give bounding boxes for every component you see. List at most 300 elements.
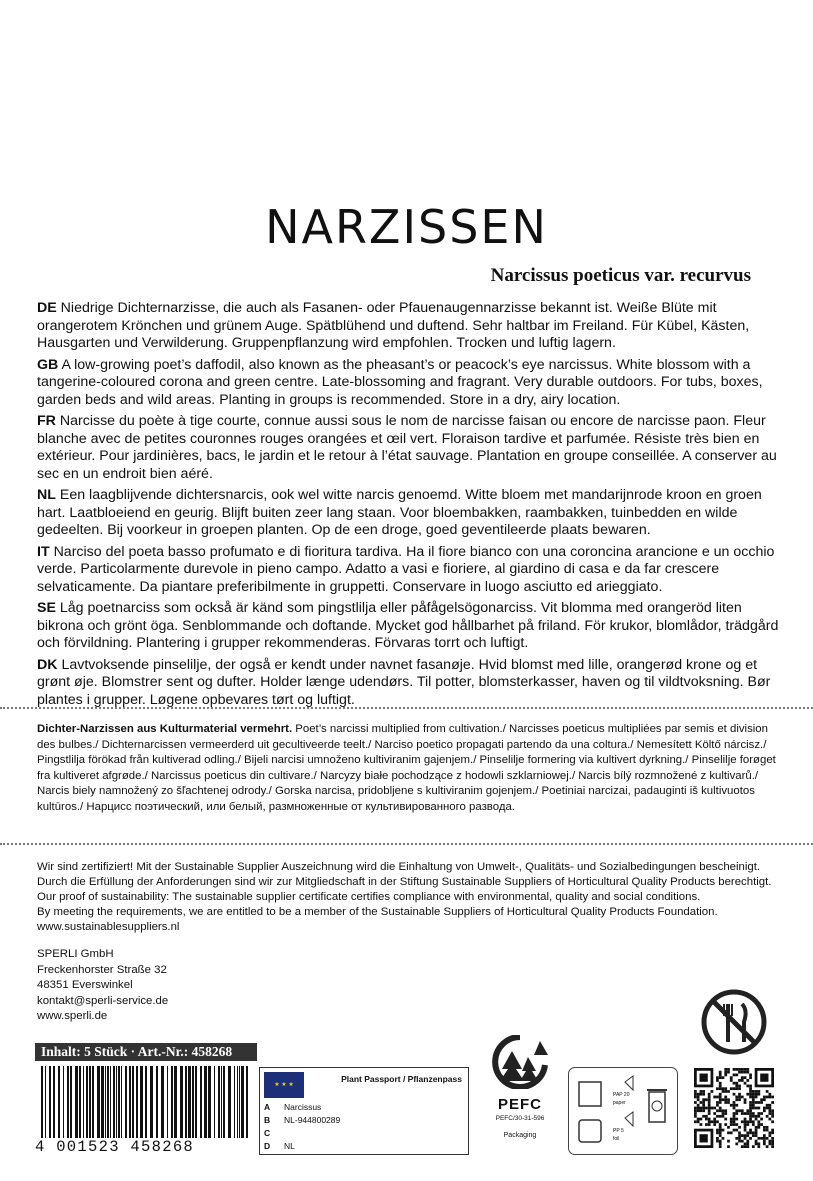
qr-module bbox=[700, 1090, 703, 1093]
pefc-name: PEFC bbox=[497, 1096, 542, 1113]
qr-module bbox=[702, 1104, 705, 1107]
qr-module bbox=[752, 1145, 755, 1148]
barcode-digits: 4 001523 458268 bbox=[35, 1138, 257, 1156]
barcode-bar bbox=[195, 1066, 197, 1138]
qr-module bbox=[697, 1109, 700, 1112]
qr-module bbox=[716, 1096, 719, 1099]
qr-module bbox=[716, 1137, 719, 1140]
qr-module bbox=[697, 1107, 700, 1110]
barcode-bar bbox=[83, 1066, 84, 1138]
qr-module bbox=[741, 1120, 744, 1123]
qr-module bbox=[738, 1068, 741, 1071]
qr-module bbox=[727, 1131, 730, 1134]
qr-module bbox=[746, 1071, 749, 1074]
barcode-bar bbox=[223, 1066, 225, 1138]
qr-module bbox=[757, 1115, 760, 1118]
qr-module bbox=[760, 1101, 763, 1104]
barcode-bar bbox=[246, 1066, 248, 1138]
qr-module bbox=[700, 1101, 703, 1104]
qr-module bbox=[724, 1090, 727, 1093]
qr-module bbox=[744, 1101, 747, 1104]
qr-module bbox=[716, 1120, 719, 1123]
qr-module bbox=[749, 1115, 752, 1118]
qr-module bbox=[746, 1079, 749, 1082]
qr-module bbox=[719, 1093, 722, 1096]
qr-module bbox=[708, 1096, 711, 1099]
contents-label: Inhalt: 5 Stück · Art.-Nr.: 458268 bbox=[35, 1043, 257, 1061]
qr-module bbox=[735, 1082, 738, 1085]
barcode-bar bbox=[97, 1066, 100, 1138]
qr-module bbox=[763, 1096, 766, 1099]
qr-module bbox=[744, 1071, 747, 1074]
qr-module bbox=[744, 1134, 747, 1137]
qr-module bbox=[766, 1096, 769, 1099]
qr-module bbox=[735, 1098, 738, 1101]
barcode-bar bbox=[161, 1066, 164, 1138]
qr-module bbox=[749, 1085, 752, 1088]
barcode-bar bbox=[49, 1066, 51, 1138]
qr-module bbox=[733, 1107, 736, 1110]
qr-module bbox=[724, 1112, 727, 1115]
qr-module bbox=[755, 1096, 758, 1099]
barcode-bar bbox=[228, 1066, 231, 1138]
qr-module bbox=[738, 1098, 741, 1101]
qr-module bbox=[746, 1145, 749, 1148]
qr-module bbox=[752, 1120, 755, 1123]
barcode-bar bbox=[185, 1066, 187, 1138]
qr-finder bbox=[700, 1134, 708, 1142]
qr-module bbox=[730, 1076, 733, 1079]
qr-module bbox=[702, 1098, 705, 1101]
eu-flag-icon: ★ ★ ★ bbox=[264, 1072, 304, 1098]
qr-module bbox=[708, 1093, 711, 1096]
foil-code: PP 5 bbox=[613, 1128, 624, 1134]
qr-module bbox=[733, 1118, 736, 1121]
qr-module bbox=[730, 1118, 733, 1121]
qr-module bbox=[727, 1098, 730, 1101]
qr-module bbox=[735, 1137, 738, 1140]
qr-module bbox=[705, 1115, 708, 1118]
qr-module bbox=[700, 1093, 703, 1096]
qr-module bbox=[708, 1118, 711, 1121]
qr-module bbox=[741, 1076, 744, 1079]
qr-module bbox=[749, 1093, 752, 1096]
qr-module bbox=[757, 1090, 760, 1093]
description-de: DE Niedrige Dichternarzisse, die auch als Fasanen- oder Pfauenaugennarzisse bekannt ist. Weiße Blüte mit orangerotem Krönchen und grünem Auge. Spätblühend und duftend. Sehr haltbar im Freiland. Für Kübel, Kästen, Hausgarten und Verwilderung. Gruppenpflanzung wird empfohlen. Trocken und luftig lagern. bbox=[37, 300, 750, 351]
qr-module bbox=[755, 1140, 758, 1143]
barcode-bar bbox=[45, 1066, 46, 1138]
qr-module bbox=[697, 1093, 700, 1096]
qr-module bbox=[760, 1098, 763, 1101]
product-title: NARZISSEN bbox=[265, 200, 548, 254]
qr-module bbox=[752, 1096, 755, 1099]
pefc-code: PEFC/30-31-596 bbox=[495, 1115, 545, 1122]
barcode-bar bbox=[150, 1066, 153, 1138]
qr-module bbox=[752, 1101, 755, 1104]
qr-module bbox=[746, 1142, 749, 1145]
qr-module bbox=[722, 1109, 725, 1112]
qr-module bbox=[735, 1087, 738, 1090]
qr-module bbox=[700, 1118, 703, 1121]
qr-module bbox=[766, 1145, 769, 1148]
qr-module bbox=[768, 1112, 771, 1115]
qr-module bbox=[716, 1079, 719, 1082]
qr-module bbox=[744, 1112, 747, 1115]
qr-module bbox=[735, 1096, 738, 1099]
qr-module bbox=[752, 1123, 755, 1126]
qr-module bbox=[719, 1142, 722, 1145]
qr-module bbox=[735, 1085, 738, 1088]
qr-module bbox=[763, 1098, 766, 1101]
passport-row: C bbox=[264, 1128, 271, 1138]
qr-module bbox=[713, 1096, 716, 1099]
qr-module bbox=[738, 1109, 741, 1112]
qr-module bbox=[694, 1093, 697, 1096]
qr-module bbox=[741, 1068, 744, 1071]
divider bbox=[0, 707, 813, 709]
qr-module bbox=[752, 1131, 755, 1134]
origin-note: Dichter-Narzissen aus Kulturmaterial vermehrt. Poet’s narcissi multiplied from cultivation./ Narcisses poeticus multipliées par semis et division des bulbes./ Dichternarcissen vermeerderd uit gecultiveerde teelt./ Narciso poetico propagati partendo da una coltura./ Nemesített Költő nárcisz./ Pingstlilja förökad från kultiverad odling./ Bijeli narcisi umnoženo kultiviranim gajenjem./ Pinselilje formering via kultivert dyrkning./ Pinselilje forøget fra kultiveret afgrøde./ Narcissus poeticus din cultivare./ Narcyzy białe pochodzące z hodowli szklarniowej./ Narcis bílý rozmnožené z kultivarů./ Narcis biely namnožený zo šľachtenej odrody./ Gorska narcisa, pridobljene s kultiviranim gojenjem./ Poetiniai narcizai, padauginti iš kultivuotos kultūros./ Нарцисс поэтический, или белый, размноженные от культивированного развода. bbox=[37, 723, 776, 813]
qr-module bbox=[738, 1079, 741, 1082]
paper-label: paper bbox=[613, 1100, 626, 1106]
barcode-bar bbox=[234, 1066, 235, 1138]
qr-module bbox=[771, 1145, 774, 1148]
qr-module bbox=[771, 1137, 774, 1140]
qr-module bbox=[766, 1115, 769, 1118]
qr-module bbox=[713, 1107, 716, 1110]
qr-module bbox=[719, 1115, 722, 1118]
qr-module bbox=[768, 1093, 771, 1096]
qr-module bbox=[760, 1112, 763, 1115]
qr-module bbox=[744, 1137, 747, 1140]
qr-module bbox=[735, 1142, 738, 1145]
qr-finder bbox=[760, 1074, 768, 1082]
qr-module bbox=[771, 1112, 774, 1115]
qr-module bbox=[755, 1126, 758, 1129]
qr-module bbox=[757, 1093, 760, 1096]
qr-module bbox=[741, 1134, 744, 1137]
qr-module bbox=[719, 1134, 722, 1137]
qr-module bbox=[771, 1101, 774, 1104]
qr-module bbox=[746, 1109, 749, 1112]
qr-module bbox=[738, 1071, 741, 1074]
qr-module bbox=[757, 1120, 760, 1123]
qr-module bbox=[700, 1123, 703, 1126]
pefc-logo bbox=[486, 1035, 554, 1155]
qr-module bbox=[694, 1096, 697, 1099]
qr-module bbox=[702, 1107, 705, 1110]
qr-module bbox=[749, 1107, 752, 1110]
qr-module bbox=[735, 1123, 738, 1126]
barcode-bar bbox=[113, 1066, 115, 1138]
pefc-tree-icon bbox=[490, 1035, 550, 1089]
qr-module bbox=[716, 1104, 719, 1107]
qr-module bbox=[755, 1107, 758, 1110]
qr-module bbox=[744, 1118, 747, 1121]
passport-row: D NL bbox=[264, 1141, 295, 1151]
qr-module bbox=[763, 1109, 766, 1112]
barcode-bar bbox=[132, 1066, 134, 1138]
qr-module bbox=[702, 1101, 705, 1104]
barcode-bar bbox=[221, 1066, 222, 1138]
qr-module bbox=[757, 1126, 760, 1129]
description-nl: NL Een laagblijvende dichtersnarcis, ook wel witte narcis genoemd. Witte bloem met mandarijnrode kroon en groen hart. Laatbloeiend en geurig. Blijft buiten zeer lang staan. Voor bloembakken, raambakken, tuinbedden en wilde gedeelten. Bij voorkeur in groepen planten. Op de een droge, goed geventileerde plaats bewaren. bbox=[37, 487, 762, 538]
qr-module bbox=[768, 1107, 771, 1110]
barcode-bar bbox=[239, 1066, 240, 1138]
qr-module bbox=[763, 1134, 766, 1137]
qr-module bbox=[771, 1140, 774, 1143]
qr-module bbox=[746, 1123, 749, 1126]
description-fr: FR Narcisse du poète à tige courte, connue aussi sous le nom de narcisse faisan ou encore de narcisse paon. Fleur blanche avec de petites couronnes rouges orangées et œil vert. Floraison tardive et parfumée. Résiste très bien en extérieur. Pour jardinières, bacs, le jardin et le retour à l’état sauvage. Plantation en groupe conseillée. A conserver au sec en un endroit bien aéré. bbox=[37, 413, 777, 482]
qr-module bbox=[744, 1068, 747, 1071]
barcode-bar bbox=[140, 1066, 143, 1138]
qr-module bbox=[724, 1074, 727, 1077]
description-dk: DK Lavtvoksende pinselilje, der også er kendt under navnet fasanøje. Hvid blomst med lille, orangerød krone og et grønt øje. Blomstrer sent og dufter. Holder længe udendørs. Til potter, blomsterkasser, haven og til vildtvoksning. Bør plantes i grupper. Løgene opbevares tørt og luftigt. bbox=[37, 656, 771, 708]
qr-module bbox=[760, 1137, 763, 1140]
qr-module bbox=[746, 1093, 749, 1096]
qr-module bbox=[697, 1120, 700, 1123]
qr-module bbox=[749, 1087, 752, 1090]
qr-module bbox=[768, 1096, 771, 1099]
qr-module bbox=[705, 1123, 708, 1126]
qr-module bbox=[735, 1104, 738, 1107]
qr-module bbox=[749, 1129, 752, 1132]
qr-module bbox=[741, 1145, 744, 1148]
qr-module bbox=[705, 1118, 708, 1121]
qr-module bbox=[708, 1107, 711, 1110]
qr-module bbox=[757, 1142, 760, 1145]
qr-module bbox=[757, 1123, 760, 1126]
qr-module bbox=[766, 1104, 769, 1107]
barcode-bar bbox=[180, 1066, 183, 1138]
qr-finder bbox=[700, 1074, 708, 1082]
description-gb: GB A low-growing poet’s daffodil, also known as the pheasant’s or peacock’s eye narcissus. White blossom with a tangerine-coloured corona and green centre. Late-blossoming and fragrant. Very durable outdoors. For tubs, boxes, garden beds and wild areas. Planting in groups is recommended. Store in a dry, airy location. bbox=[37, 356, 763, 408]
qr-module bbox=[708, 1109, 711, 1112]
contact-email[interactable]: kontakt@sperli-service.de bbox=[37, 994, 169, 1007]
certification-link[interactable]: www.sustainablesuppliers.nl bbox=[37, 921, 180, 933]
qr-module bbox=[727, 1101, 730, 1104]
barcode-bar bbox=[237, 1066, 238, 1138]
qr-module bbox=[716, 1087, 719, 1090]
qr-module bbox=[768, 1118, 771, 1121]
qr-module bbox=[733, 1093, 736, 1096]
qr-module bbox=[713, 1112, 716, 1115]
qr-module bbox=[724, 1101, 727, 1104]
passport-row: B NL-944800289 bbox=[264, 1115, 341, 1125]
qr-module bbox=[755, 1134, 758, 1137]
qr-module bbox=[741, 1079, 744, 1082]
qr-module bbox=[694, 1090, 697, 1093]
description-se: SE Låg poetnarciss som också är känd som pingstlilja eller påfågelsögonarciss. Vit blomma med orangeröd liten bikrona och grönt öga. Senblommande och doftande. Mycket god hållbarhet på friland. För krukor, blomlådor, trädgård och förvildning. Plantering i grupper rekommenderas. Förvaras torrt och luftigt. bbox=[37, 600, 779, 651]
qr-module bbox=[768, 1134, 771, 1137]
barcode-bar bbox=[129, 1066, 131, 1138]
qr-module bbox=[763, 1129, 766, 1132]
qr-module bbox=[694, 1101, 697, 1104]
qr-module bbox=[771, 1096, 774, 1099]
barcode-bar bbox=[241, 1066, 244, 1138]
barcode-bar bbox=[192, 1066, 194, 1138]
qr-module bbox=[755, 1093, 758, 1096]
qr-module bbox=[694, 1107, 697, 1110]
qr-module bbox=[771, 1115, 774, 1118]
barcode-bar bbox=[200, 1066, 202, 1138]
qr-module bbox=[733, 1074, 736, 1077]
qr-module bbox=[708, 1120, 711, 1123]
qr-module bbox=[694, 1115, 697, 1118]
qr-module bbox=[771, 1109, 774, 1112]
qr-module bbox=[700, 1109, 703, 1112]
qr-module bbox=[727, 1068, 730, 1071]
qr-module bbox=[722, 1098, 725, 1101]
qr-module bbox=[746, 1131, 749, 1134]
qr-module bbox=[741, 1112, 744, 1115]
qr-module bbox=[711, 1120, 714, 1123]
qr-module bbox=[711, 1107, 714, 1110]
qr-module bbox=[744, 1123, 747, 1126]
barcode-bar bbox=[63, 1066, 64, 1138]
qr-module bbox=[735, 1074, 738, 1077]
barcode-bar bbox=[208, 1066, 211, 1138]
plant-passport bbox=[259, 1067, 469, 1155]
qr-module bbox=[738, 1137, 741, 1140]
qr-module bbox=[697, 1098, 700, 1101]
qr-module bbox=[752, 1107, 755, 1110]
qr-module bbox=[755, 1129, 758, 1132]
barcode-bar bbox=[67, 1066, 69, 1138]
qr-module bbox=[730, 1123, 733, 1126]
qr-module bbox=[719, 1074, 722, 1077]
paper-code: PAP 20 bbox=[613, 1092, 630, 1098]
qr-module bbox=[722, 1087, 725, 1090]
qr-module bbox=[694, 1109, 697, 1112]
barcode-bar bbox=[75, 1066, 78, 1138]
qr-module bbox=[700, 1107, 703, 1110]
qr-module bbox=[752, 1112, 755, 1115]
qr-module bbox=[719, 1082, 722, 1085]
qr-module bbox=[733, 1101, 736, 1104]
barcode-bar bbox=[136, 1066, 138, 1138]
qr-module bbox=[722, 1090, 725, 1093]
qr-module bbox=[771, 1131, 774, 1134]
qr-module bbox=[716, 1129, 719, 1132]
qr-module bbox=[705, 1098, 708, 1101]
barcode-bar bbox=[79, 1066, 81, 1138]
qr-module bbox=[719, 1087, 722, 1090]
certification-note: Wir sind zertifiziert! Mit der Sustainable Supplier Auszeichnung wird die Einhaltung von Umwelt-, Qualitäts- und Sozialbedingungen bescheinigt. Durch die Erfüllung der Anforderungen sind wir zur Mitgliedschaft in der Stiftung Sustainable Suppliers of Horticultural Quality Products berechtigt. Our proof of sustainability: The sustainable supplier certificate certifies compliance with environmental, quality and social conditions. By meeting the requirements, we are entitled to be a member of the Sustainable Suppliers of Horticultural Quality Products Foundation. www.sustainablesuppliers.nl bbox=[37, 860, 777, 935]
barcode-bar bbox=[214, 1066, 215, 1138]
qr-module bbox=[702, 1115, 705, 1118]
qr-module bbox=[757, 1145, 760, 1148]
qr-module bbox=[697, 1104, 700, 1107]
qr-module bbox=[763, 1137, 766, 1140]
qr-module bbox=[746, 1134, 749, 1137]
qr-module bbox=[722, 1112, 725, 1115]
qr-module bbox=[722, 1115, 725, 1118]
recycle-bin-icon bbox=[569, 1068, 677, 1154]
qr-module bbox=[746, 1068, 749, 1071]
qr-module bbox=[716, 1101, 719, 1104]
qr-module bbox=[727, 1071, 730, 1074]
qr-module bbox=[722, 1076, 725, 1079]
qr-module bbox=[719, 1131, 722, 1134]
qr-module bbox=[735, 1109, 738, 1112]
qr-module bbox=[733, 1112, 736, 1115]
qr-module bbox=[760, 1118, 763, 1121]
botanical-name: Narcissus poeticus var. recurvus bbox=[490, 265, 751, 286]
qr-module bbox=[738, 1126, 741, 1129]
qr-module bbox=[733, 1104, 736, 1107]
qr-module bbox=[763, 1142, 766, 1145]
qr-module bbox=[705, 1107, 708, 1110]
recycling-info bbox=[568, 1067, 678, 1155]
barcode-bar bbox=[145, 1066, 147, 1138]
barcode-bar bbox=[89, 1066, 91, 1138]
barcode-bar bbox=[101, 1066, 104, 1138]
qr-module bbox=[749, 1131, 752, 1134]
qr-module bbox=[755, 1101, 758, 1104]
qr-module bbox=[741, 1140, 744, 1143]
barcode-bar bbox=[171, 1066, 173, 1138]
qr-module bbox=[755, 1142, 758, 1145]
qr-module bbox=[708, 1112, 711, 1115]
qr-module bbox=[744, 1142, 747, 1145]
qr-module bbox=[716, 1140, 719, 1143]
qr-module bbox=[724, 1109, 727, 1112]
qr-module bbox=[741, 1071, 744, 1074]
qr-module bbox=[727, 1145, 730, 1148]
qr-module bbox=[744, 1120, 747, 1123]
qr-module bbox=[719, 1076, 722, 1079]
qr-module bbox=[738, 1085, 741, 1088]
qr-module bbox=[738, 1096, 741, 1099]
qr-code-icon[interactable] bbox=[694, 1068, 774, 1148]
qr-module bbox=[746, 1112, 749, 1115]
qr-module bbox=[724, 1098, 727, 1101]
qr-module bbox=[763, 1126, 766, 1129]
qr-module bbox=[749, 1137, 752, 1140]
qr-module bbox=[727, 1090, 730, 1093]
plant-passport-title: Plant Passport / Pflanzenpass bbox=[341, 1074, 462, 1084]
barcode-bar bbox=[110, 1066, 111, 1138]
qr-module bbox=[719, 1107, 722, 1110]
qr-module bbox=[724, 1087, 727, 1090]
qr-module bbox=[763, 1107, 766, 1110]
qr-module bbox=[713, 1123, 716, 1126]
qr-module bbox=[749, 1076, 752, 1079]
barcode-bar bbox=[70, 1066, 72, 1138]
website-link[interactable]: www.sperli.de bbox=[37, 1010, 108, 1022]
qr-module bbox=[755, 1131, 758, 1134]
qr-module bbox=[716, 1131, 719, 1134]
qr-module bbox=[771, 1142, 774, 1145]
qr-module bbox=[719, 1140, 722, 1143]
qr-module bbox=[724, 1096, 727, 1099]
qr-module bbox=[730, 1131, 733, 1134]
qr-module bbox=[694, 1112, 697, 1115]
barcode-bar bbox=[105, 1066, 106, 1138]
description-it: IT Narciso del poeta basso profumato e di fioritura tardiva. Ha il fiore bianco con una coroncina arancione e un occhio verde. Particolarmente durevole in pieno campo. Adatto a vasi e fioriere, al giardino di casa e da far crescere selvaticamente. Da piantare preferibilmente in gruppetti. Conservare in luogo asciutto ed arieggiato. bbox=[37, 543, 775, 595]
qr-module bbox=[713, 1120, 716, 1123]
qr-module bbox=[730, 1104, 733, 1107]
qr-module bbox=[711, 1090, 714, 1093]
qr-module bbox=[749, 1120, 752, 1123]
qr-module bbox=[694, 1120, 697, 1123]
qr-module bbox=[744, 1126, 747, 1129]
qr-module bbox=[749, 1112, 752, 1115]
qr-module bbox=[713, 1118, 716, 1121]
barcode-bar bbox=[167, 1066, 168, 1138]
qr-module bbox=[766, 1129, 769, 1132]
